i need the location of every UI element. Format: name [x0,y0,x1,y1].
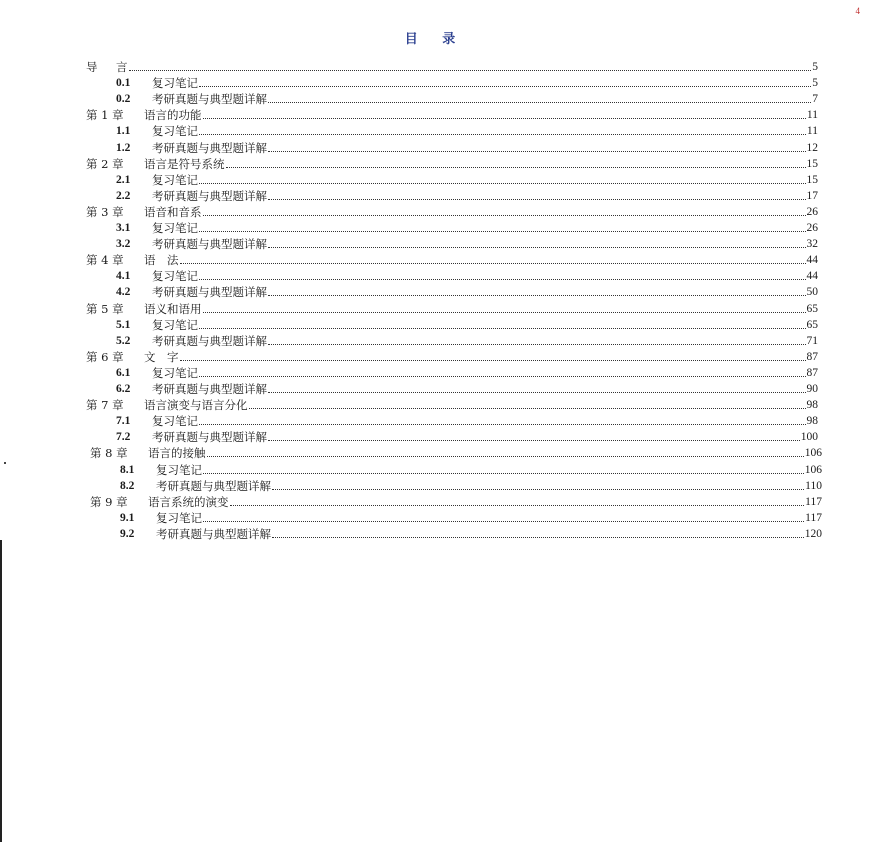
toc-section-entry[interactable] [116,283,818,299]
toc-entry-title: 考研真题与典型题详解 [152,140,267,155]
toc-section-entry[interactable] [116,90,818,106]
toc-entry-page: 100 [800,431,818,444]
toc-section-entry[interactable] [116,219,818,235]
dot-leader [203,311,806,313]
toc-entry-page: 106 [804,463,822,476]
toc-entry-number: 0.1 [116,77,131,90]
toc-entry-title: 考研真题与典型题详解 [152,237,267,252]
toc-section-entry[interactable] [116,187,818,203]
toc-entry-number: 1.2 [116,141,131,154]
toc-entry-number: 6.1 [116,366,131,379]
toc-entry-title: 复习笔记 [152,221,198,235]
toc-entry-number: 第 5 章 [86,301,124,316]
page-number: 4 [855,6,860,16]
toc-entry-number: 1.1 [116,125,131,138]
toc-entry-page: 44 [806,254,818,267]
toc-chapter-entry[interactable] [86,155,818,171]
toc-entry-number: 3.2 [116,238,131,251]
toc-entry-page: 65 [806,302,818,315]
toc-entry-title: 语 法 [144,253,179,268]
toc-section-entry[interactable] [116,122,818,138]
dot-leader [268,198,806,200]
toc-entry-number: 第 4 章 [86,253,124,268]
dot-leader [203,520,804,522]
toc-entry-page: 15 [806,157,818,170]
toc-entry-title: 考研真题与典型题详解 [152,285,267,300]
toc-entry-number: 2.2 [116,189,131,202]
toc-section-entry[interactable] [116,74,818,90]
toc-entry-number: 第 1 章 [86,108,124,123]
toc-entry-page: 117 [805,495,822,508]
dot-leader [203,117,806,119]
toc-entry-page: 7 [812,93,818,106]
toc-entry-page: 5 [812,77,818,90]
toc-entry-number: 7.1 [116,415,131,428]
dot-leader [129,69,812,71]
toc-entry-page: 17 [806,189,818,202]
margin-mark [4,462,6,464]
toc-section-entry[interactable] [116,235,818,251]
toc-entry-title: 文 字 [144,349,179,364]
toc-entry-number: 第 6 章 [86,349,124,364]
toc-entry-page: 12 [806,141,818,154]
toc-entry-page: 98 [806,415,818,428]
toc-entry-number: 4.1 [116,270,131,283]
toc-entry-number: 2.1 [116,173,131,186]
toc-entry-title: 复习笔记 [152,269,198,284]
dot-leader [268,391,806,393]
toc-entry-title: 考研真题与典型题详解 [156,478,271,493]
toc-entry-number: 第 3 章 [86,204,124,219]
toc-chapter-entry[interactable] [90,444,822,460]
dot-leader [226,166,806,168]
toc-entry-number: 8.2 [120,479,135,492]
dot-leader [272,488,804,490]
toc-chapter-entry[interactable] [90,493,822,509]
toc-entry-number: 4.2 [116,286,131,299]
dot-leader [199,230,806,232]
toc-entry-number: 导 [86,60,98,74]
toc-section-entry[interactable] [116,412,818,428]
toc-entry-page: 5 [812,61,818,73]
toc-entry-title: 语言的接触 [148,446,206,461]
dot-leader [272,536,804,538]
dot-leader [207,455,804,457]
dot-leader [199,85,811,87]
toc-section-entry[interactable] [116,139,818,155]
toc-entry-title: 复习笔记 [156,510,202,525]
toc-chapter-entry[interactable] [86,396,818,412]
dot-leader [199,133,806,135]
toc-entry-number: 第 8 章 [90,446,128,461]
toc-entry-page: 110 [805,479,822,492]
dot-leader [268,246,806,248]
toc-entry-title: 复习笔记 [152,365,198,380]
toc-entry-title: 复习笔记 [152,76,198,91]
toc-entry-page: 11 [806,125,818,138]
toc-entry-title: 复习笔记 [152,124,198,139]
dot-leader [230,504,805,506]
toc-section-entry[interactable] [116,428,818,444]
dot-leader [199,423,806,425]
left-margin-rule [0,540,2,842]
toc-entry-page: 90 [806,383,818,395]
dot-leader [180,359,806,361]
toc-title: 目 录 [404,32,466,47]
toc-entry-title: 考研真题与典型题详解 [152,188,267,203]
toc-entry-number: 7.2 [116,431,131,444]
toc-entry-page: 26 [806,222,818,234]
dot-leader [268,439,800,441]
toc-entry-title: 复习笔记 [156,462,202,477]
toc-entry-title: 语言系统的演变 [148,494,229,509]
toc-section-entry[interactable] [120,509,822,525]
dot-leader [203,472,804,474]
toc-entry-page: 120 [804,527,822,540]
toc-entry-title: 复习笔记 [152,172,198,187]
toc-entry-title: 考研真题与典型题详解 [152,430,267,445]
toc-entry-number: 6.2 [116,383,131,395]
dot-leader [199,327,806,329]
toc-entry-title: 考研真题与典型题详解 [152,382,267,396]
toc-entry-number: 第 2 章 [86,156,124,171]
toc-entry-page: 50 [806,286,818,299]
dot-leader [268,150,806,152]
dot-leader [199,375,806,377]
dot-leader [180,262,806,264]
dot-leader [268,343,806,345]
toc-chapter-entry[interactable] [86,106,818,122]
toc-entry-page: 117 [805,511,822,524]
toc-section-entry[interactable] [120,525,822,541]
toc-entry-title: 复习笔记 [152,317,198,332]
toc-entry-page: 65 [806,318,818,331]
toc-section-entry[interactable] [116,332,818,348]
toc-entry-number: 3.1 [116,222,131,234]
dot-leader [199,278,806,280]
toc-chapter-entry[interactable] [86,58,818,74]
toc-entry-number: 9.2 [120,527,135,540]
toc-chapter-entry[interactable] [86,203,818,219]
toc-entry-page: 106 [804,447,822,460]
toc-entry-number: 0.2 [116,93,131,106]
dot-leader [203,214,806,216]
toc-section-entry[interactable] [116,267,818,283]
toc-entry-title: 言 [116,60,128,74]
toc-entry-page: 32 [806,238,818,251]
toc-section-entry[interactable] [116,380,818,396]
toc-entry-title: 语言的功能 [144,108,202,123]
toc-entry-title: 考研真题与典型题详解 [152,92,267,107]
toc-entry-page: 98 [806,399,818,412]
dot-leader [268,294,806,296]
toc-entry-title: 考研真题与典型题详解 [152,333,267,348]
toc-section-entry[interactable] [120,477,822,493]
toc-entry-title: 语音和音系 [144,204,202,219]
toc-entry-number: 8.1 [120,463,135,476]
toc-entry-page: 87 [806,350,818,363]
toc-chapter-entry[interactable] [86,348,818,364]
toc-section-entry[interactable] [116,364,818,380]
toc-entry-title: 语义和语用 [144,301,202,316]
toc-entry-number: 第 7 章 [86,398,124,413]
dot-leader [268,101,811,103]
dot-leader [199,182,806,184]
toc-entry-title: 语言是符号系统 [144,156,225,171]
toc-entry-page: 26 [806,205,818,218]
toc-entry-title: 考研真题与典型题详解 [156,526,271,541]
toc-section-entry[interactable] [116,171,818,187]
toc-entry-number: 第 9 章 [90,494,128,509]
toc-entry-number: 5.2 [116,334,131,347]
toc-entry-number: 9.1 [120,511,135,524]
dot-leader [249,407,806,409]
toc-entry-page: 44 [806,270,818,283]
toc-entry-number: 5.1 [116,318,131,331]
toc-entry-page: 15 [806,173,818,186]
toc-entry-page: 87 [806,366,818,379]
toc-section-entry[interactable] [120,461,822,477]
toc-chapter-entry[interactable] [86,251,818,267]
toc-entry-page: 11 [806,109,818,122]
toc-section-entry[interactable] [116,316,818,332]
toc-chapter-entry[interactable] [86,300,818,316]
toc-entry-page: 71 [806,334,818,347]
toc-entry-title: 语言演变与语言分化 [144,398,248,413]
toc-entry-title: 复习笔记 [152,414,198,429]
